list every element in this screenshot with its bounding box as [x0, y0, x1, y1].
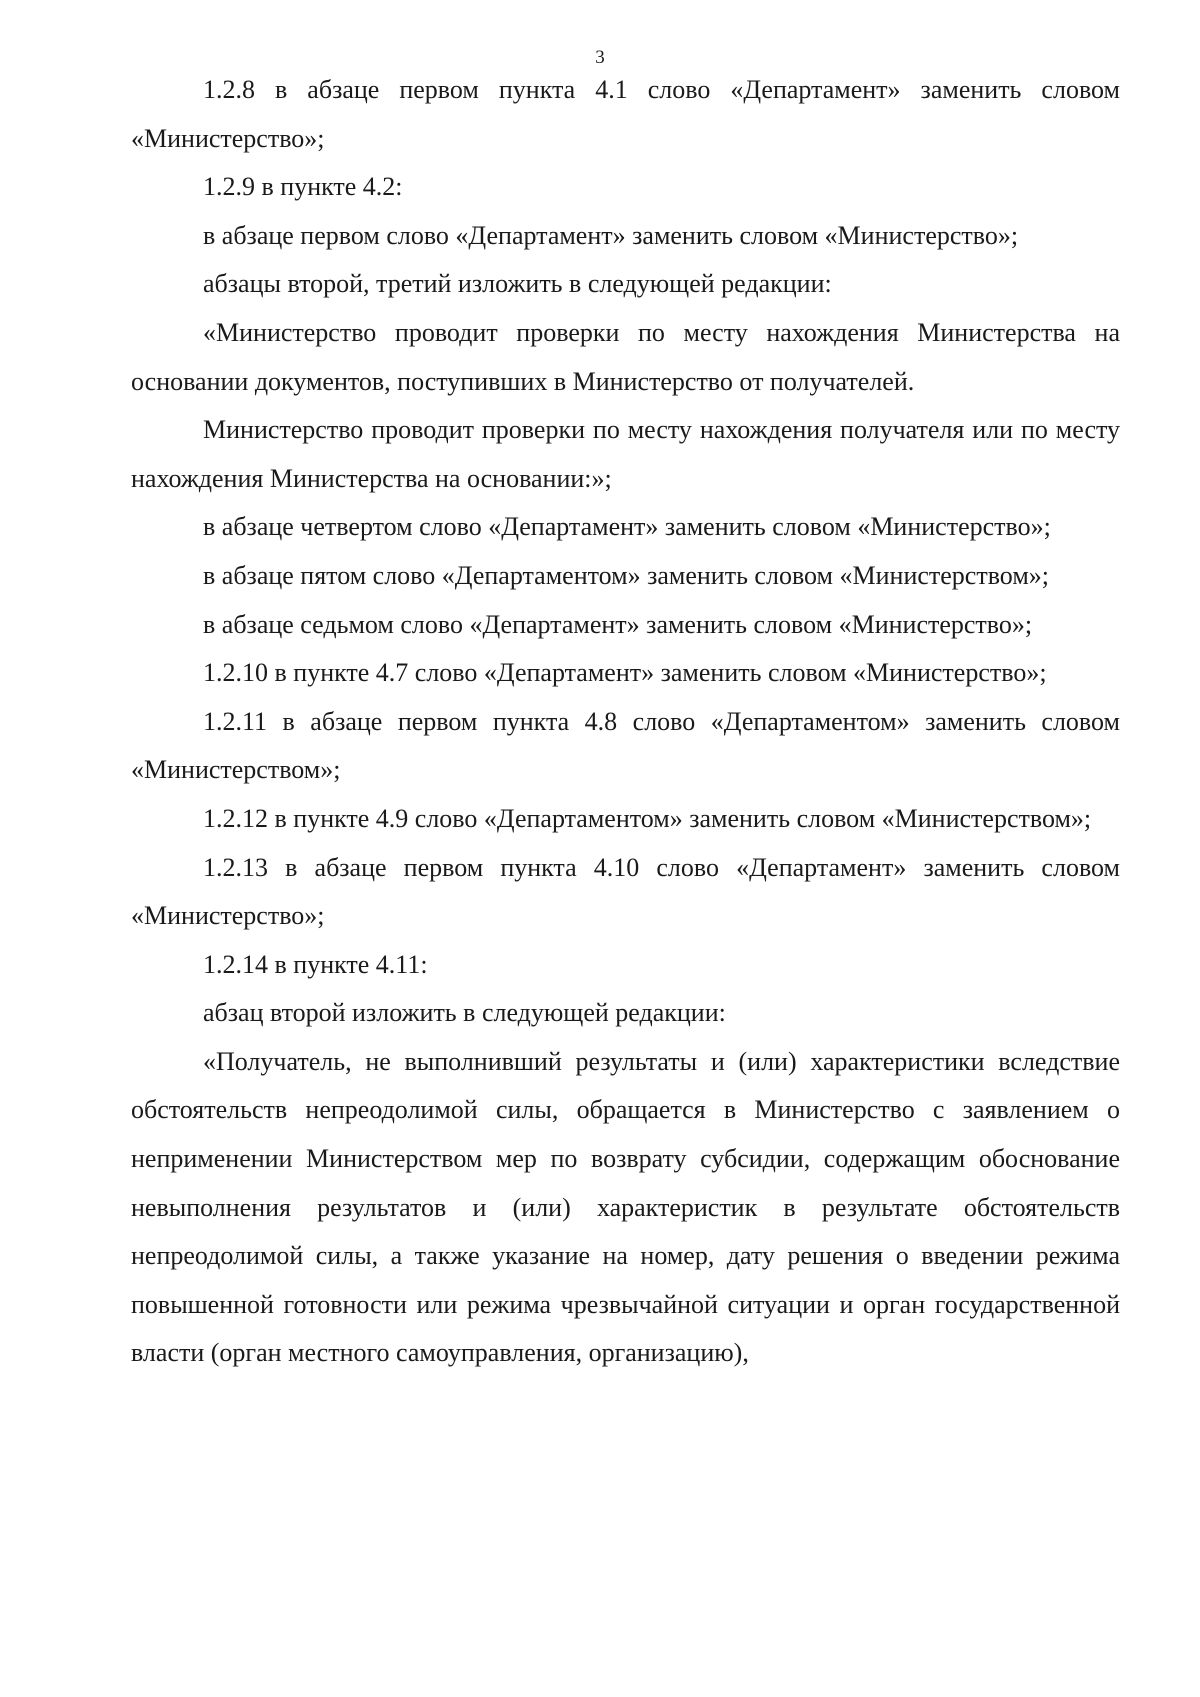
paragraph: в абзаце пятом слово «Департаментом» заменить словом «Министерством»;: [203, 560, 1049, 590]
document-body: [131, 66, 1120, 1378]
paragraph: Министерство проводит проверки по месту нахождения получателя или по месту нахождения Министерства на основании:»;: [131, 415, 1120, 493]
paragraph: «Министерство проводит проверки по месту нахождения Министерства на основании документов, поступивших в Министерство от получателей.: [131, 317, 1120, 396]
paragraph: абзац второй изложить в следующей редакции:: [203, 998, 726, 1028]
paragraph: 1.2.12 в пункте 4.9 слово «Департаментом» заменить словом «Министерством»;: [203, 803, 1092, 833]
paragraph: «Получатель, не выполнивший результаты и (или) характеристики вследствие обстоятельств непреодолимой силы, обращается в Министерство с заявлением о неприменении Министерством мер по возврату субсидии, содержащим обоснование невыполнения результатов и (или) характеристик в результате обстоятельств непреодолимой силы, а также указание на номер, дату решения о введении режима повышенной готовности или режима чрезвычайной ситуации и орган государственной власти (орган местного самоуправления, организацию),: [131, 1046, 1120, 1368]
paragraph: 1.2.14 в пункте 4.11:: [203, 949, 428, 979]
paragraph: абзацы второй, третий изложить в следующей редакции:: [203, 269, 832, 299]
paragraph: в абзаце первом слово «Департамент» заменить словом «Министерство»;: [203, 220, 1019, 250]
paragraph: 1.2.13 в абзаце первом пункта 4.10 слово «Департамент» заменить словом «Министерство»;: [131, 852, 1120, 931]
paragraph: 1.2.10 в пункте 4.7 слово «Департамент» заменить словом «Министерство»;: [203, 658, 1047, 688]
paragraph: 1.2.9 в пункте 4.2:: [203, 172, 403, 202]
paragraph: в абзаце седьмом слово «Департамент» заменить словом «Министерство»;: [203, 609, 1033, 639]
paragraph: 1.2.11 в абзаце первом пункта 4.8 слово «Департаментом» заменить словом «Министерством»;: [131, 706, 1120, 785]
paragraph: 1.2.8 в абзаце первом пункта 4.1 слово «Департамент» заменить словом «Министерство»;: [131, 75, 1120, 153]
paragraph: в абзаце четвертом слово «Департамент» заменить словом «Министерство»;: [203, 512, 1051, 542]
page-number: 3: [595, 47, 605, 68]
